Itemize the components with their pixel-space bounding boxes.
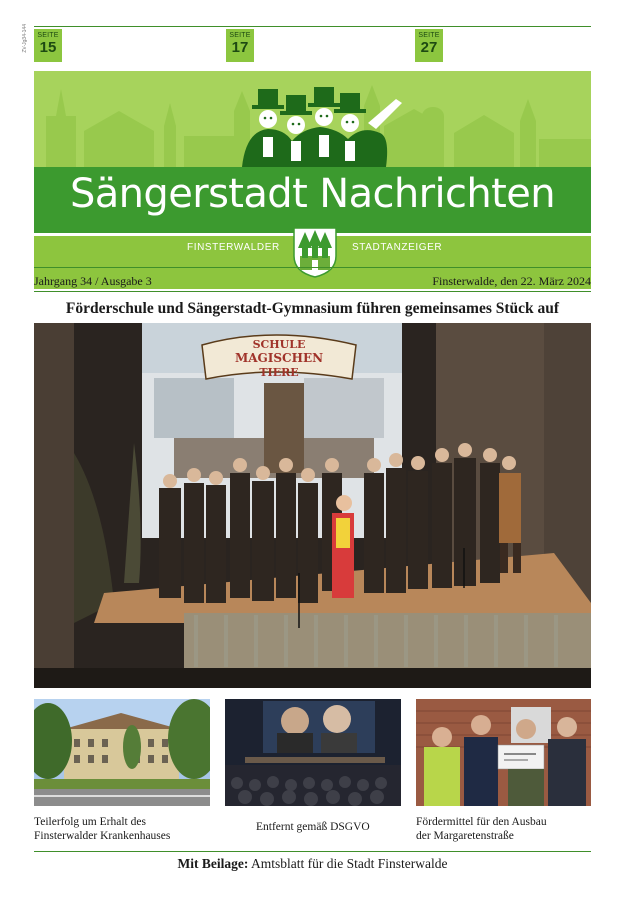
page-teaser-number: 15 (39, 39, 57, 56)
city-crest-icon (290, 226, 340, 278)
supplement-note (34, 856, 591, 872)
bottom-rule (34, 851, 591, 852)
story-photo-funding[interactable] (416, 699, 591, 806)
newspaper-title: Sängerstadt Nachrichten (69, 171, 556, 217)
issue-volume: Jahrgang 34 / Ausgabe 3 (34, 274, 152, 288)
banner-text-2: MAGISCHEN (234, 351, 324, 365)
caption-line: Entfernt gemäß DSGVO (256, 821, 370, 833)
caption-line: Teilerfolg um Erhalt des (34, 816, 146, 828)
lead-photo[interactable] (34, 323, 591, 688)
page-teaser-3[interactable] (415, 29, 443, 62)
page-teaser-label: SEITE (37, 32, 59, 39)
page-teaser-number: 27 (420, 39, 438, 56)
town-skyline (34, 71, 591, 167)
story-caption-funding[interactable] (416, 815, 547, 843)
page-teaser-label: SEITE (229, 32, 251, 39)
caption-line: Fördermittel für den Ausbau (416, 816, 547, 828)
supplement-label: Mit Beilage: (177, 856, 249, 871)
banner-text-1: SCHULE (252, 338, 306, 351)
story-photo-meeting[interactable] (225, 699, 401, 806)
issue-code: ZV-Jg34-144 (22, 24, 28, 53)
caption-line: Finsterwalder Krankenhauses (34, 830, 171, 842)
top-rule (34, 26, 591, 27)
page-teaser-1[interactable] (34, 29, 62, 62)
banner-text-3: TIERE (259, 366, 299, 379)
story-photo-hospital[interactable] (34, 699, 210, 806)
story-caption-meeting[interactable] (256, 820, 370, 834)
caption-line: der Margaretenstraße (416, 830, 514, 842)
title-band (34, 167, 591, 233)
story-caption-hospital[interactable] (34, 815, 170, 843)
masthead (34, 71, 591, 289)
meta-rule-top (34, 267, 591, 268)
page-teaser-number: 17 (231, 39, 249, 56)
subtitle-left: FINSTERWALDER (187, 242, 280, 253)
page-teaser-label: SEITE (418, 32, 440, 39)
supplement-text: Amtsblatt für die Stadt Finsterwalde (248, 856, 448, 871)
issue-place-date: Finsterwalde, den 22. März 2024 (432, 274, 591, 288)
lead-headline[interactable]: Förderschule und Sängerstadt-Gymnasium führen gemeinsames Stück auf (65, 300, 560, 317)
page-teaser-2[interactable] (226, 29, 254, 62)
subtitle-right: STADTANZEIGER (352, 242, 443, 253)
meta-rule-bottom (34, 291, 591, 292)
